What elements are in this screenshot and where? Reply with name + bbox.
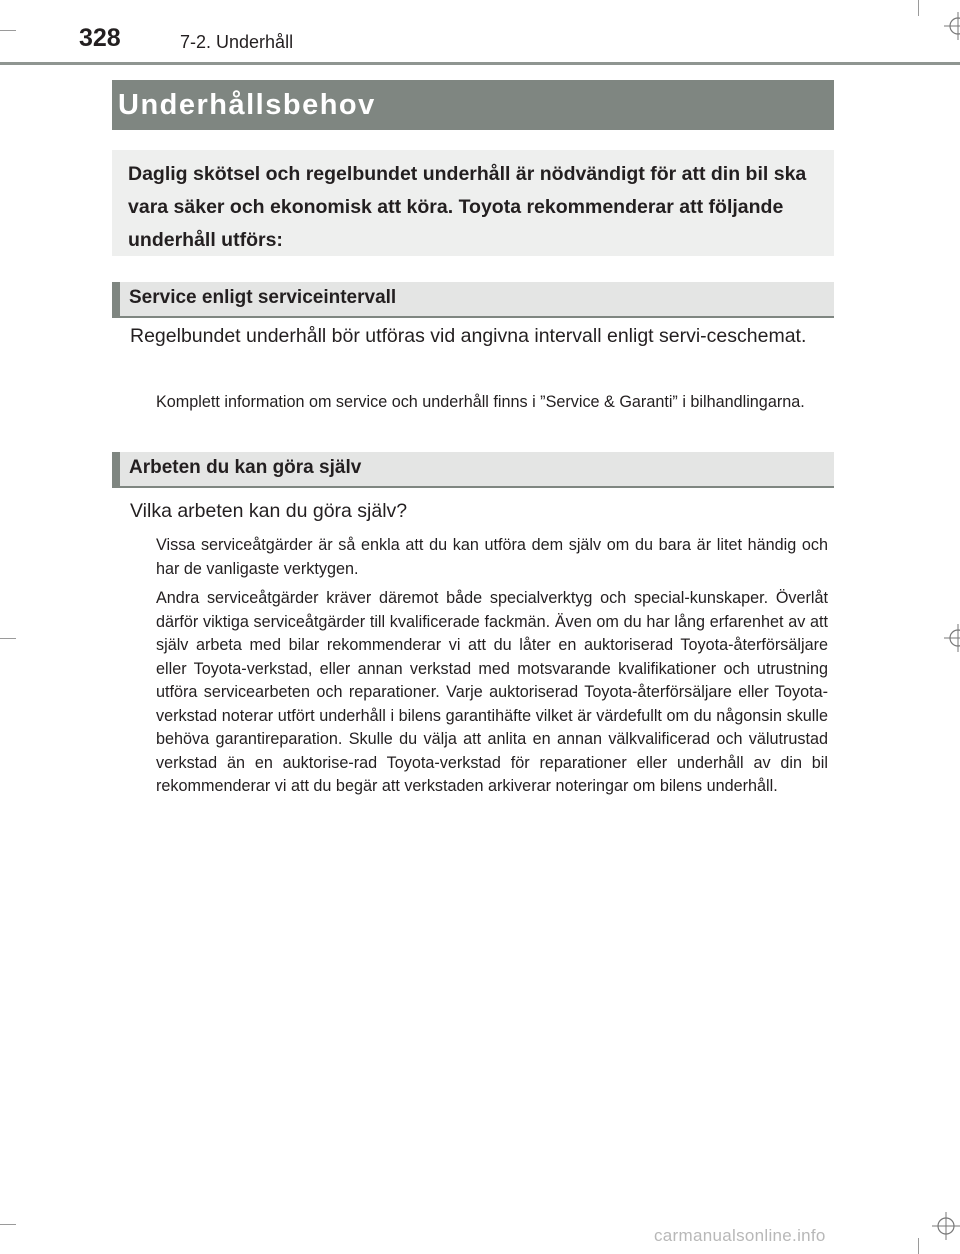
registration-mark-top-icon	[944, 12, 960, 40]
section-reference: 7-2. Underhåll	[180, 32, 294, 52]
page-number: 328	[79, 24, 121, 52]
section-note-service: Komplett information om service och underhåll finns i ”Service & Garanti” i bilhandlingarna.	[156, 393, 805, 411]
section-note-diy-1: Vissa serviceåtgärder är så enkla att du kan utföra dem själv om du bara är litet händig och har de vanligaste verktygen.	[156, 536, 828, 578]
header-rule	[0, 62, 960, 65]
registration-mark-bottom-icon	[932, 1212, 960, 1240]
crop-mark-top-left	[0, 30, 16, 31]
page-title: Underhållsbehov	[112, 80, 834, 130]
crop-mark-top-right-v	[918, 0, 919, 16]
crop-mark-bottom-left	[0, 1224, 16, 1225]
section-heading-service: Service enligt serviceintervall	[112, 282, 834, 318]
section-lead-service: Regelbundet underhåll bör utföras vid angivna intervall enligt servi-ceschemat.	[130, 325, 807, 347]
watermark: carmanualsonline.info	[654, 1226, 826, 1245]
section-heading-diy: Arbeten du kan göra själv	[112, 452, 834, 488]
section-lead-diy: Vilka arbeten kan du göra själv?	[130, 500, 408, 522]
registration-mark-middle-icon	[944, 624, 960, 652]
crop-mark-mid-left	[0, 638, 16, 639]
intro-box: Daglig skötsel och regelbundet underhåll är nödvändigt för att din bil ska vara säker och ekonomisk att köra. Toyota rekommenderar att följande underhåll utförs:	[112, 150, 834, 256]
section-note-diy-2: Andra serviceåtgärder kräver däremot både specialverktyg och special-kunskaper. Överlåt därför viktiga serviceåtgärder till kvalificerade fackmän. Även om du har lång erfarenhet av att själv arbeta med bilar rekommenderar vi att du låter en auktoriserad Toyota-återförsäljare eller Toyota-verkstad, eller annan verkstad med motsvarande kvalifikationer och utrustning utföra servicearbeten och reparationer. Varje auktoriserad Toyota-återförsäljare eller Toyota-verkstad noterar utfört underhåll i bilens garantihäfte vilket är värdefullt om du någonsin skulle behöva garantireparation. Skulle du välja att anlita en annan välkvalificerad och välutrustad verkstad än en auktorise-rad Toyota-verkstad för reparationer eller underhåll av din bil rekommenderar vi att du begär att verkstaden arkiverar noteringar om bilens underhåll.	[156, 589, 828, 795]
crop-mark-bottom-right-v	[918, 1238, 919, 1254]
